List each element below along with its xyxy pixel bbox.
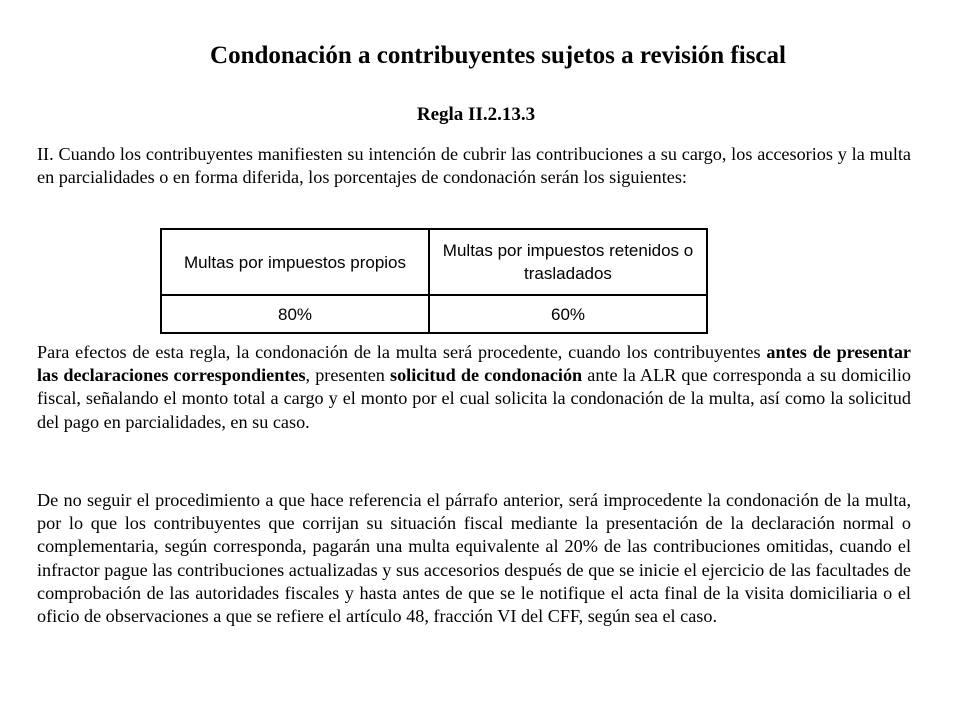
paragraph-consequence: De no seguir el procedimiento a que hace referencia el párrafo anterior, será improcedente la condonación de la multa, por lo que los contribuyentes que corrijan su situación fiscal mediante la presentación de la declaración normal o complementaria, según corresponda, pagarán una multa equivalente al 20% de las contribuciones omitidas, cuando el infractor pague las contribuciones actualizadas y sus accesorios después de que se inicie el ejercicio de las facultades de comprobación de las autoridades fiscales y hasta antes de que se le notifique el acta final de la visita domiciliaria o el oficio de observaciones a que se refiere el artículo 48, fracción VI del CFF, según sea el caso. bbox=[37, 490, 911, 627]
condonation-table bbox=[160, 228, 708, 334]
table-header-own-taxes: Multas por impuestos propios bbox=[162, 230, 430, 296]
table-header-withheld-taxes: Multas por impuestos retenidos o trasladados bbox=[430, 230, 706, 296]
table-cell-own-taxes-percent: 80% bbox=[162, 296, 430, 332]
paragraph-procedure-part2: , presenten bbox=[305, 365, 391, 386]
page-title: Condonación a contribuyentes sujetos a revisión fiscal bbox=[210, 42, 786, 69]
paragraph-procedure-part3: ante la ALR que corresponda a su domicilio fiscal, señalando el monto total a cargo y el monto por el cual solicita la condonación de la multa, así como la solicitud del pago en parcialidades, en su caso. bbox=[37, 365, 911, 432]
table-cell-withheld-taxes-percent: 60% bbox=[550, 304, 586, 324]
paragraph-intro: II. Cuando los contribuyentes manifiesten su intención de cubrir las contribuciones a su cargo, los accesorios y la multa en parcialidades o en forma diferida, los porcentajes de condonación serán los siguientes: bbox=[37, 144, 911, 188]
rule-heading: Regla II.2.13.3 bbox=[416, 104, 536, 125]
paragraph-procedure-bold2: solicitud de condonación bbox=[390, 365, 583, 386]
paragraph-procedure bbox=[37, 341, 911, 434]
paragraph-procedure-part1: Para efectos de esta regla, la condonación de la multa será procedente, cuando los contribuyentes bbox=[37, 342, 767, 362]
paragraph-procedure-bold1: antes de presentar las declaraciones correspondientes bbox=[37, 342, 911, 386]
